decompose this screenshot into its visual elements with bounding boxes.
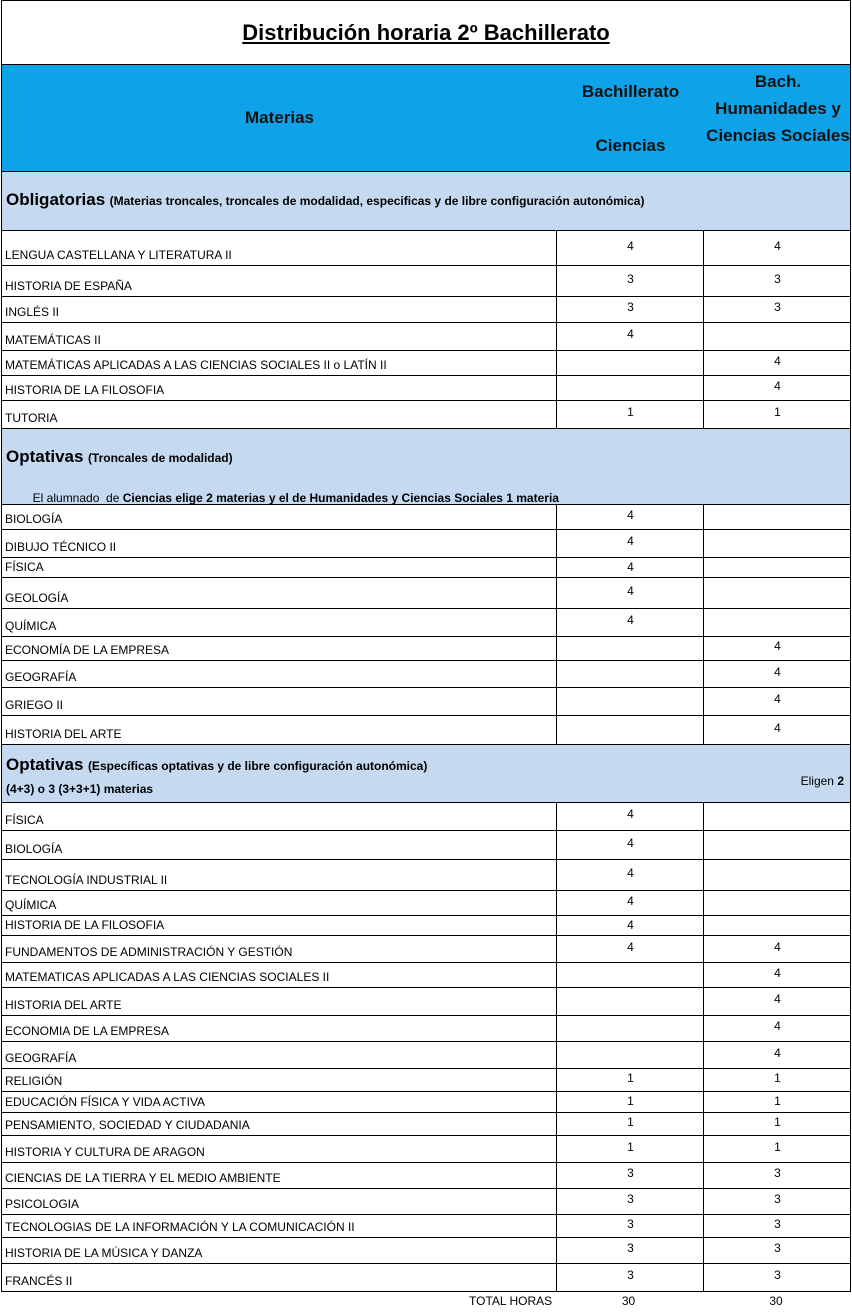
hours-ciencias-cell [556,1092,704,1112]
hours-ciencias-cell [556,505,704,529]
hours-humanidades: 1 [774,1140,781,1154]
hours-ciencias-cell [556,323,704,350]
subject-name: QUÍMICA [5,898,57,912]
hours-humanidades-cell [703,1092,851,1112]
hours-ciencias: 3 [627,300,634,314]
table-row [1,860,851,891]
subject-name: DIBUJO TÉCNICO II [5,540,117,554]
hours-ciencias: 4 [627,894,634,908]
hours-ciencias-cell [556,1189,704,1214]
hours-humanidades-cell [703,1215,851,1237]
table-row [1,1042,851,1069]
hours-ciencias-cell [556,530,704,557]
hours-humanidades: 3 [774,1166,781,1180]
hours-humanidades: 1 [774,1094,781,1108]
table-row [1,297,851,323]
header-ciencias-line2: Ciencias [595,136,666,155]
hours-humanidades-cell [703,891,851,915]
table-row [1,351,851,376]
table-header [1,64,851,172]
hours-humanidades: 4 [774,966,781,980]
table-row [1,936,851,963]
hours-ciencias-cell [556,988,704,1015]
hours-ciencias: 1 [627,1115,634,1129]
subject-name: FÍSICA [5,813,44,827]
hours-ciencias-cell [556,1215,704,1237]
table-row [1,578,851,609]
hours-humanidades: 3 [774,1217,781,1231]
table-row [1,609,851,637]
subject-name: HISTORIA DE ESPAÑA [5,279,132,293]
hours-ciencias-cell [556,860,704,890]
section-obligatorias-title: Obligatorias [6,190,106,209]
hours-humanidades: 4 [774,940,781,954]
table-row [1,505,851,530]
total-ciencias: 30 [621,1294,636,1308]
subject-name: FUNDAMENTOS DE ADMINISTRACIÓN Y GESTIÓN [5,945,293,959]
hours-ciencias: 4 [627,836,634,850]
hours-ciencias: 3 [627,272,634,286]
subject-name: CIENCIAS DE LA TIERRA Y EL MEDIO AMBIENTE [5,1171,281,1185]
hours-humanidades: 4 [774,379,781,393]
hours-ciencias-cell [556,1264,704,1291]
hours-ciencias: 1 [627,1094,634,1108]
subject-name: HISTORIA DE LA MÚSICA Y DANZA [5,1246,203,1260]
hours-humanidades-cell [703,578,851,608]
hours-ciencias-cell [556,716,704,744]
hours-humanidades-cell [703,1069,851,1091]
table-row [1,558,851,578]
subject-name: FÍSICA [5,560,44,574]
hours-ciencias-cell [556,578,704,608]
hours-ciencias: 1 [627,1140,634,1154]
eligen-value: 2 [837,774,844,788]
subject-name: HISTORIA DEL ARTE [5,727,122,741]
hours-ciencias-cell [556,297,704,322]
hours-ciencias-cell [556,376,704,400]
hours-humanidades: 4 [774,354,781,368]
section-optativas-especificas [1,745,851,803]
hours-ciencias: 4 [627,918,634,932]
section-optativas-troncales-subtitle: (Troncales de modalidad) [87,451,233,465]
header-humanidades: Bach. Humanidades y Ciencias Sociales [706,72,850,145]
hours-humanidades: 3 [774,1241,781,1255]
hours-humanidades-cell [703,716,851,744]
hours-humanidades-cell [703,637,851,660]
hours-humanidades-cell [703,376,851,400]
hours-ciencias: 4 [627,239,634,253]
table-row [1,1215,851,1238]
subject-name: LENGUA CASTELLANA Y LITERATURA II [5,248,232,262]
table-row [1,1069,851,1092]
header-materias: Materias [245,108,314,127]
section-note-bold: Ciencias elige 2 materias y el de Humanidades y Ciencias Sociales 1 materia [122,491,559,505]
table-row [1,376,851,401]
table-row [1,231,851,266]
total-row [0,1292,852,1312]
hours-ciencias: 4 [627,940,634,954]
title-box [1,0,851,64]
hours-humanidades-cell [703,916,851,935]
table-row [1,661,851,688]
table-row [1,637,851,661]
section-optativas-especificas-subtitle: (Específicas optativas y de libre configuración autonómica) [87,759,428,773]
hours-ciencias-cell [556,351,704,375]
hours-ciencias-cell [556,558,704,577]
hours-humanidades: 3 [774,1192,781,1206]
page-title: Distribución horaria 2º Bachillerato [242,19,610,45]
total-humanidades: 30 [769,1294,783,1308]
hours-ciencias-cell [556,609,704,636]
hours-ciencias-cell [556,1069,704,1091]
table-row [1,266,851,297]
subject-name: ECONOMÍA DE LA EMPRESA [5,643,170,657]
hours-ciencias: 3 [627,1192,634,1206]
hours-humanidades-cell [703,505,851,529]
subject-name: PENSAMIENTO, SOCIEDAD Y CIUDADANIA [5,1118,250,1132]
hours-ciencias: 4 [627,866,634,880]
table-row [1,1113,851,1136]
subject-name: ECONOMIA DE LA EMPRESA [5,1024,170,1038]
hours-humanidades-cell [703,860,851,890]
hours-ciencias-cell [556,266,704,296]
hours-humanidades: 1 [774,1115,781,1129]
subject-name: MATEMÁTICAS APLICADAS A LAS CIENCIAS SOCIALES II o LATÍN II [5,358,387,372]
table-row [1,988,851,1016]
section-optativas-troncales-title: Optativas [6,447,84,466]
hours-ciencias: 4 [627,560,634,574]
subject-name: PSICOLOGIA [5,1197,80,1211]
section-obligatorias-subtitle: (Materias troncales, troncales de modalidad, especificas y de libre configuración autonómica) [109,194,645,208]
hours-humanidades-cell [703,1264,851,1291]
subject-name: TECNOLOGÍA INDUSTRIAL II [5,873,168,887]
hours-ciencias: 3 [627,1241,634,1255]
hours-humanidades: 4 [774,692,781,706]
subject-name: HISTORIA DE LA FILOSOFIA [5,918,165,932]
hours-humanidades-cell [703,1113,851,1135]
hours-ciencias-cell [556,688,704,715]
subject-name: FRANCÉS II [5,1274,73,1288]
hours-ciencias-cell [556,936,704,962]
hours-ciencias-cell [556,401,704,428]
hours-humanidades: 4 [774,992,781,1006]
hours-ciencias-cell [556,231,704,265]
table-row [1,916,851,936]
hours-humanidades: 4 [774,1019,781,1033]
table-row [1,891,851,916]
section-optativas-especificas-line2: (4+3) o 3 (3+3+1) materias [6,782,154,796]
table-row [1,1189,851,1215]
table-row [1,530,851,558]
hours-humanidades-cell [703,988,851,1015]
hours-ciencias-cell [556,891,704,915]
table-row [1,716,851,745]
subject-name: QUÍMICA [5,619,57,633]
hours-ciencias-cell [556,1113,704,1135]
hours-ciencias-cell [556,916,704,935]
table-row [1,401,851,429]
hours-humanidades-cell [703,323,851,350]
subject-name: INGLÉS II [5,305,60,319]
hours-humanidades-cell [703,1042,851,1068]
hours-humanidades-cell [703,530,851,557]
hours-humanidades: 4 [774,665,781,679]
table-row [1,963,851,988]
hours-humanidades-cell [703,609,851,636]
hours-ciencias: 4 [627,807,634,821]
hours-ciencias-cell [556,963,704,987]
hours-ciencias-cell [556,803,704,830]
hours-humanidades-cell [703,831,851,859]
subject-name: HISTORIA Y CULTURA DE ARAGON [5,1145,205,1159]
hours-humanidades-cell [703,558,851,577]
hours-humanidades: 4 [774,639,781,653]
hours-ciencias-cell [556,831,704,859]
header-ciencias-line1: Bachillerato [581,82,680,101]
hours-ciencias-cell [556,1042,704,1068]
hours-ciencias: 3 [627,1166,634,1180]
subject-name: BIOLOGÍA [5,842,63,856]
subject-name: TECNOLOGIAS DE LA INFORMACIÓN Y LA COMUNICACIÓN II [5,1220,355,1234]
hours-ciencias-cell [556,661,704,687]
table-row [1,688,851,716]
hours-ciencias-cell [556,1136,704,1162]
hours-humanidades-cell [703,1238,851,1263]
subject-name: BIOLOGÍA [5,512,63,526]
hours-humanidades-cell [703,351,851,375]
section-note-prefix: El alumnado de [32,491,123,505]
hours-ciencias-cell [556,1238,704,1263]
hours-humanidades-cell [703,803,851,830]
subject-name: MATEMATICAS APLICADAS A LAS CIENCIAS SOCIALES II [5,970,330,984]
hours-humanidades-cell [703,401,851,428]
table-row [1,803,851,831]
hours-ciencias: 3 [627,1268,634,1282]
total-label: TOTAL HORAS [469,1294,553,1308]
hours-humanidades: 4 [774,1046,781,1060]
hours-humanidades-cell [703,1016,851,1041]
subject-name: GEOLOGÍA [5,591,69,605]
hours-ciencias-cell [556,637,704,660]
table-row [1,323,851,351]
subject-name: GEOGRAFÍA [5,670,77,684]
hours-ciencias: 4 [627,584,634,598]
hours-ciencias: 4 [627,508,634,522]
table-row [1,1264,851,1292]
table-row [1,1238,851,1264]
hours-humanidades-cell [703,1189,851,1214]
subject-name: TUTORIA [5,411,58,425]
hours-ciencias: 4 [627,534,634,548]
hours-humanidades-cell [703,266,851,296]
hours-ciencias-cell [556,1163,704,1188]
hours-humanidades: 4 [774,721,781,735]
table-row [1,1092,851,1113]
eligen-label: Eligen [800,774,838,788]
hours-ciencias: 4 [627,327,634,341]
hours-ciencias-cell [556,1016,704,1041]
subject-name: EDUCACIÓN FÍSICA Y VIDA ACTIVA [5,1095,206,1109]
hours-humanidades-cell [703,688,851,715]
section-optativas-troncales [1,429,851,505]
hours-humanidades: 3 [774,300,781,314]
hours-humanidades-cell [703,1163,851,1188]
hours-humanidades: 3 [774,1268,781,1282]
hours-ciencias: 4 [627,613,634,627]
table-row [1,1136,851,1163]
hours-humanidades-cell [703,963,851,987]
table-row [1,1163,851,1189]
hours-ciencias: 1 [627,1071,634,1085]
hours-humanidades: 1 [774,1071,781,1085]
hours-humanidades-cell [703,661,851,687]
hours-humanidades: 3 [774,272,781,286]
header-ciencias [557,65,704,171]
table-row [1,831,851,860]
section-obligatorias [1,172,851,231]
subject-name: HISTORIA DEL ARTE [5,998,122,1012]
subject-name: MATEMÁTICAS II [5,333,101,347]
subject-name: GEOGRAFÍA [5,1051,77,1065]
hours-ciencias: 3 [627,1217,634,1231]
hours-humanidades-cell [703,231,851,265]
hours-humanidades-cell [703,936,851,962]
table-row [1,1016,851,1042]
subject-name: GRIEGO II [5,698,64,712]
hours-humanidades: 1 [774,405,781,419]
hours-humanidades-cell [703,297,851,322]
subject-name: HISTORIA DE LA FILOSOFIA [5,383,165,397]
section-optativas-especificas-title: Optativas [6,755,84,774]
hours-humanidades: 4 [774,239,781,253]
hours-humanidades-cell [703,1136,851,1162]
subject-name: RELIGIÓN [5,1074,63,1088]
hours-ciencias: 1 [627,405,634,419]
